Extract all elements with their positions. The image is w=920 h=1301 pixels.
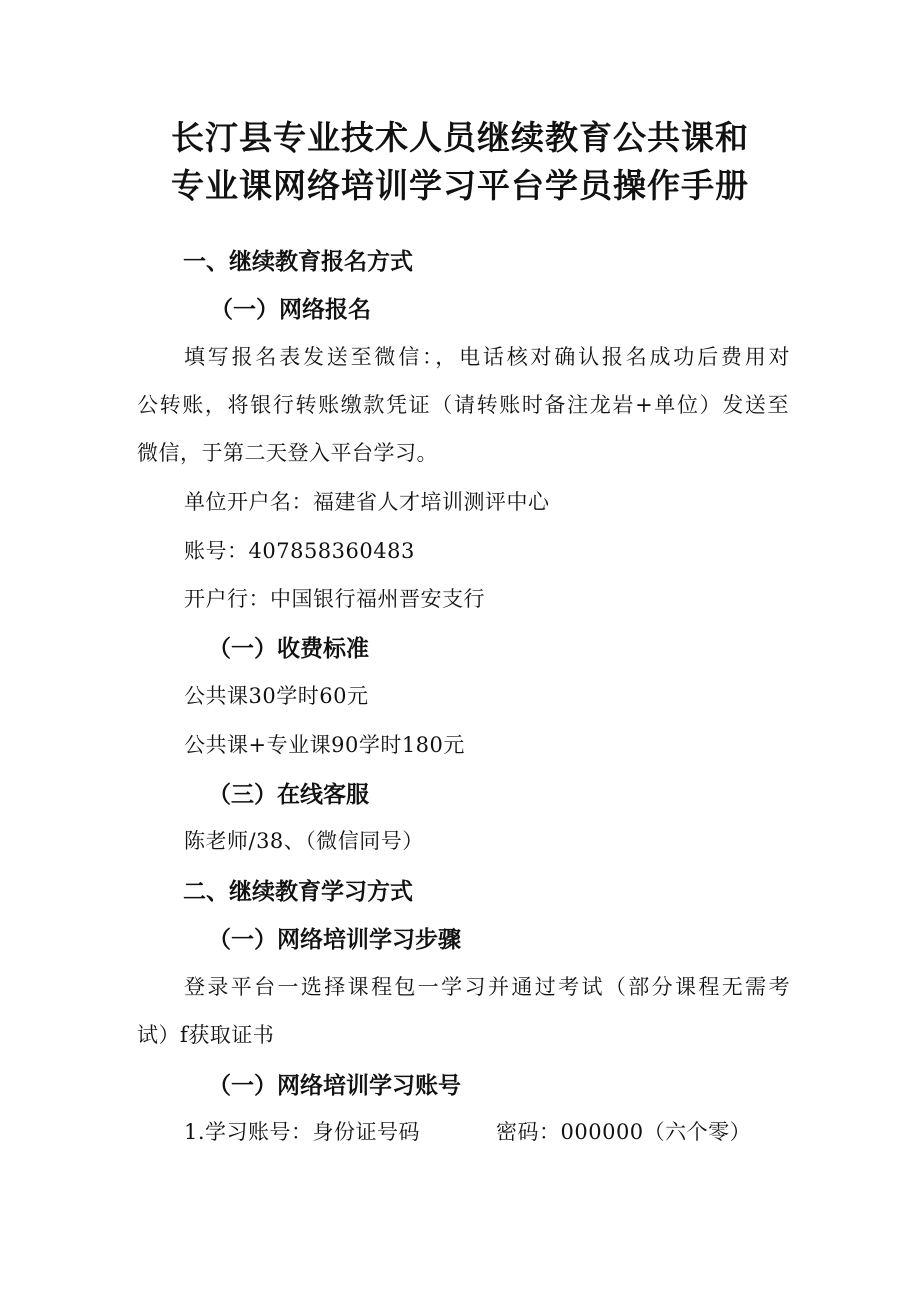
service-contact-text: 陈老师/38、（微信同号） xyxy=(184,829,424,853)
fee-public-professional-course-text: 公共课+专业课90学时180元 xyxy=(184,733,465,757)
subsection-study-steps-heading: （一）网络培训学习步骤 xyxy=(208,927,461,953)
bank-name-text: 开户行：中国银行福州晋安支行 xyxy=(184,587,485,611)
fee-public-course-text: 公共课30学时60元 xyxy=(184,684,369,708)
subsection-fee-standard-heading: （一）收费标准 xyxy=(208,636,369,662)
section-1-heading: 一、继续教育报名方式 xyxy=(183,249,413,275)
study-steps-line-1: 登录平台一选择课程包一学习并通过考试（部分课程无需考 xyxy=(184,975,790,999)
registration-paragraph-line-2: 公转账，将银行转账缴款凭证（请转账时备注龙岩+单位）发送至 xyxy=(137,393,789,417)
subsection-online-registration-heading: （一）网络报名 xyxy=(210,297,371,323)
study-account-text: 1.学习账号：身份证号码 xyxy=(184,1120,421,1144)
account-name-text: 单位开户名：福建省人才培训测评中心 xyxy=(184,490,550,514)
document-title-line-1: 长汀县专业技术人员继续教育公共课和 xyxy=(171,118,749,157)
study-steps-line-2: 试）f获取证书 xyxy=(137,1023,275,1047)
account-number-text: 账号：407858360483 xyxy=(184,539,415,563)
subsection-online-service-heading: （三）在线客服 xyxy=(208,782,369,808)
study-password-text: 密码：000000（六个零） xyxy=(496,1120,752,1144)
subsection-study-account-heading: （一）网络培训学习账号 xyxy=(208,1073,461,1099)
registration-paragraph-line-1: 填写报名表发送至微信：，电话核对确认报名成功后费用对 xyxy=(184,345,790,369)
document-title-line-2: 专业课网络培训学习平台学员操作手册 xyxy=(171,166,749,205)
section-2-heading: 二、继续教育学习方式 xyxy=(183,879,413,905)
registration-paragraph-line-3: 微信，于第二天登入平台学习。 xyxy=(137,441,438,465)
